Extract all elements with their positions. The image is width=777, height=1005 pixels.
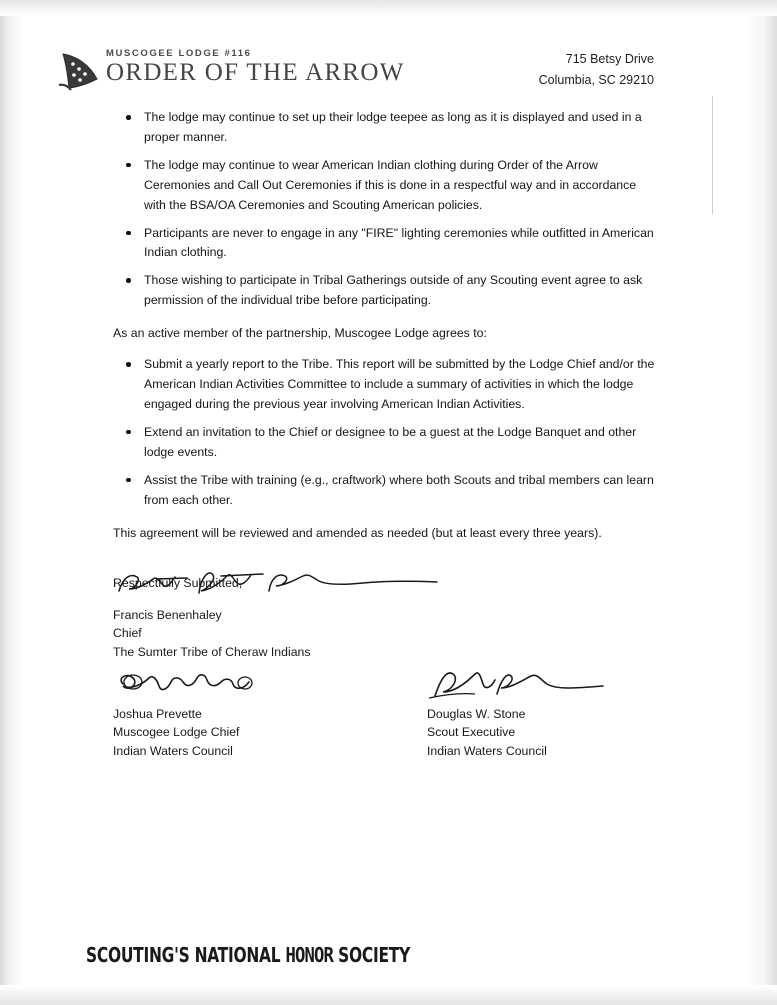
signature-text-lodge-chief — [113, 705, 413, 760]
signature-text-chief — [113, 606, 533, 661]
signature-block-scout-executive — [427, 668, 727, 760]
signer-title: Muscogee Lodge Chief — [113, 725, 240, 740]
signer-org: Indian Waters Council — [113, 743, 233, 758]
signer-title: Chief — [113, 626, 142, 641]
scan-fold-line — [712, 96, 713, 214]
signature-block-lodge-chief — [113, 668, 413, 760]
signature-mark-lodge-chief — [113, 668, 413, 705]
signature-mark-chief — [113, 567, 533, 606]
list-item: Participants are never to engage in any "FIRE" lighting ceremonies while outfitted in American Indian clothing. — [144, 224, 658, 264]
footer-divider — [86, 918, 691, 919]
signer-name: Douglas W. Stone — [427, 707, 526, 721]
list-item: The lodge may continue to wear American Indian clothing during Order of the Arrow Ceremonies and Call Out Ceremonies if this is done in a respectful way and in accordance with the BSA/OA Ceremonies and Scouting American policies. — [144, 156, 658, 216]
signature-mark-scout-executive — [427, 668, 727, 705]
top-bullet-list — [113, 108, 658, 311]
footer-tagline-part1: SCOUTING'S NATIONAL — [86, 943, 286, 967]
footer-tagline-part3: SOCIETY — [332, 943, 411, 967]
list-item: The lodge may continue to set up their lodge teepee as long as it is displayed and used in a proper manner. — [144, 108, 658, 148]
lodge-name: MUSCOGEE LODGE #116 — [106, 48, 252, 59]
footer-tagline — [86, 943, 410, 967]
document-body — [113, 108, 658, 594]
arrowhead-icon — [56, 48, 102, 94]
agreement-bullet-list — [113, 355, 658, 510]
signer-org: Indian Waters Council — [427, 743, 547, 758]
address-line-2: Columbia, SC 29210 — [538, 72, 654, 87]
scan-edge-bottom — [0, 985, 777, 1005]
list-item: Extend an invitation to the Chief or designee to be a guest at the Lodge Banquet and other lodge events. — [144, 423, 658, 463]
scan-edge-right — [743, 0, 777, 1005]
signer-title: Scout Executive — [427, 725, 516, 740]
review-note-paragraph: This agreement will be reviewed and amended as needed (but at least every three years). — [113, 526, 602, 541]
signer-name: Joshua Prevette — [113, 707, 202, 721]
letterhead — [0, 40, 777, 100]
signature-block-chief — [113, 567, 533, 661]
list-item: Those wishing to participate in Tribal Gatherings outside of any Scouting event agree to ask permission of the individual tribe before participating. — [144, 271, 658, 311]
scan-edge-left — [0, 0, 26, 1005]
brand-block — [106, 48, 405, 86]
signer-org: The Sumter Tribe of Cheraw Indians — [113, 644, 311, 659]
return-address — [539, 49, 654, 90]
agreement-intro-paragraph: As an active member of the partnership, Muscogee Lodge agrees to: — [113, 326, 487, 341]
closing-line: Respectfully Submitted, — [113, 576, 243, 591]
list-item: Submit a yearly report to the Tribe. This report will be submitted by the Lodge Chief and/or the American Indian Activities Committee to include a summary of activities in which the lodge engaged during the previous year involving American Indian Activities. — [144, 355, 658, 415]
footer-tagline-honor: HONOR — [285, 943, 333, 967]
address-line-1: 715 Betsy Drive — [565, 52, 654, 66]
signer-name: Francis Benenhaley — [113, 608, 222, 622]
organization-name: ORDER OF THE ARROW — [106, 59, 405, 86]
scan-edge-top — [0, 0, 777, 16]
list-item: Assist the Tribe with training (e.g., craftwork) where both Scouts and tribal members can learn from each other. — [144, 471, 658, 511]
signature-text-scout-executive — [427, 705, 727, 760]
